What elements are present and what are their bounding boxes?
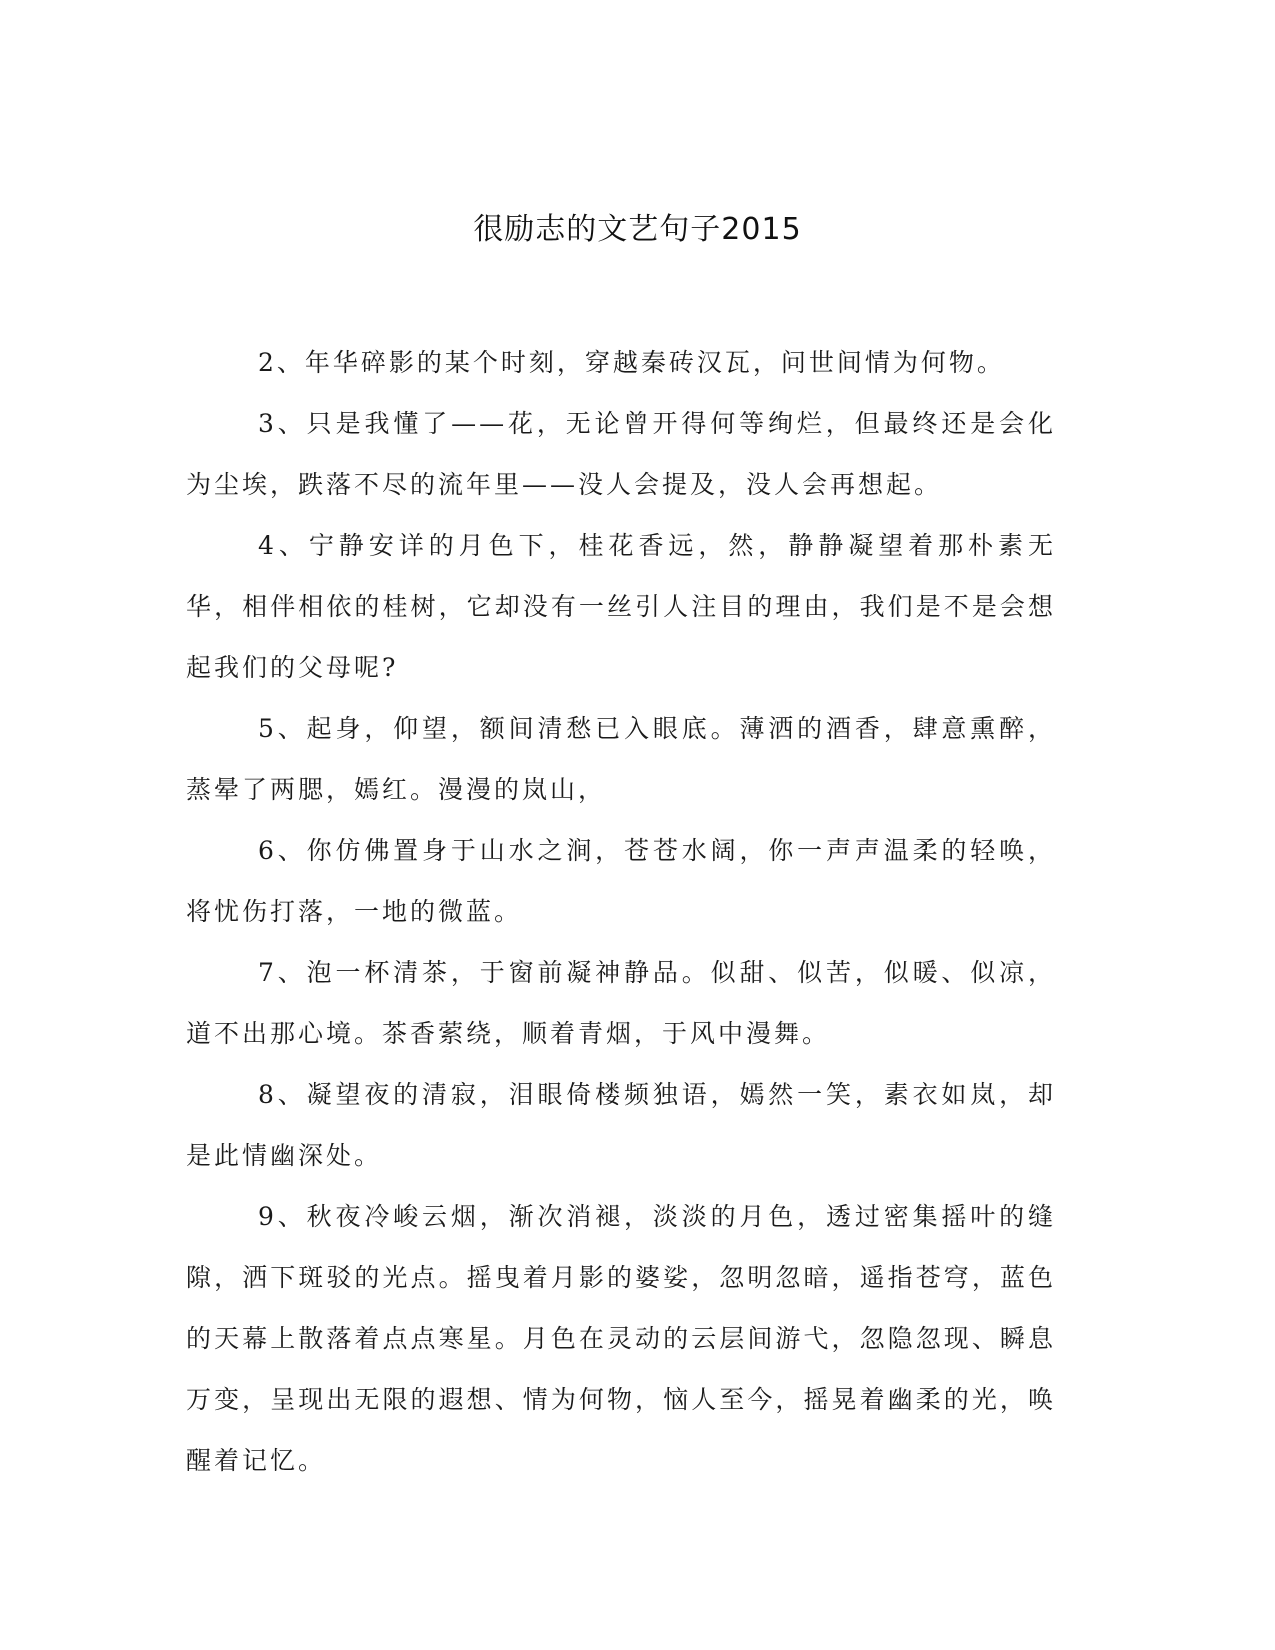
paragraph-8: 8、凝望夜的清寂，泪眼倚楼频独语，嫣然一笑，素衣如岚，却是此情幽深处。 bbox=[186, 1080, 1056, 1170]
paragraph-2: 2、年华碎影的某个时刻，穿越秦砖汉瓦，问世间情为何物。 bbox=[258, 348, 1005, 377]
document-title: 很励志的文艺句子2015 bbox=[473, 212, 802, 247]
document-body bbox=[186, 332, 1056, 1491]
paragraph-7: 7、泡一杯清茶，于窗前凝神静品。似甜、似苦，似暖、似凉，道不出那心境。茶香萦绕，顺着青烟，于风中漫舞。 bbox=[186, 958, 1056, 1048]
paragraph-4: 4、宁静安详的月色下，桂花香远，然，静静凝望着那朴素无华，相伴相依的桂树，它却没有一丝引人注目的理由，我们是不是会想起我们的父母呢? bbox=[186, 531, 1056, 682]
paragraph-9: 9、秋夜冷峻云烟，渐次消褪，淡淡的月色，透过密集摇叶的缝隙，洒下斑驳的光点。摇曳着月影的婆娑，忽明忽暗，遥指苍穹，蓝色的天幕上散落着点点寒星。月色在灵动的云层间游弋，忽隐忽现、瞬息万变，呈现出无限的遐想、情为何物，恼人至今，摇晃着幽柔的光，唤醒着记忆。 bbox=[186, 1202, 1056, 1475]
paragraph-5: 5、起身，仰望，额间清愁已入眼底。薄洒的酒香，肆意熏醉，蒸晕了两腮，嫣红。漫漫的岚山， bbox=[186, 714, 1056, 804]
paragraph-6: 6、你仿佛置身于山水之涧，苍苍水阔，你一声声温柔的轻唤，将忧伤打落，一地的微蓝。 bbox=[186, 836, 1056, 926]
paragraph-3: 3、只是我懂了——花，无论曾开得何等绚烂，但最终还是会化为尘埃，跌落不尽的流年里——没人会提及，没人会再想起。 bbox=[186, 409, 1056, 499]
